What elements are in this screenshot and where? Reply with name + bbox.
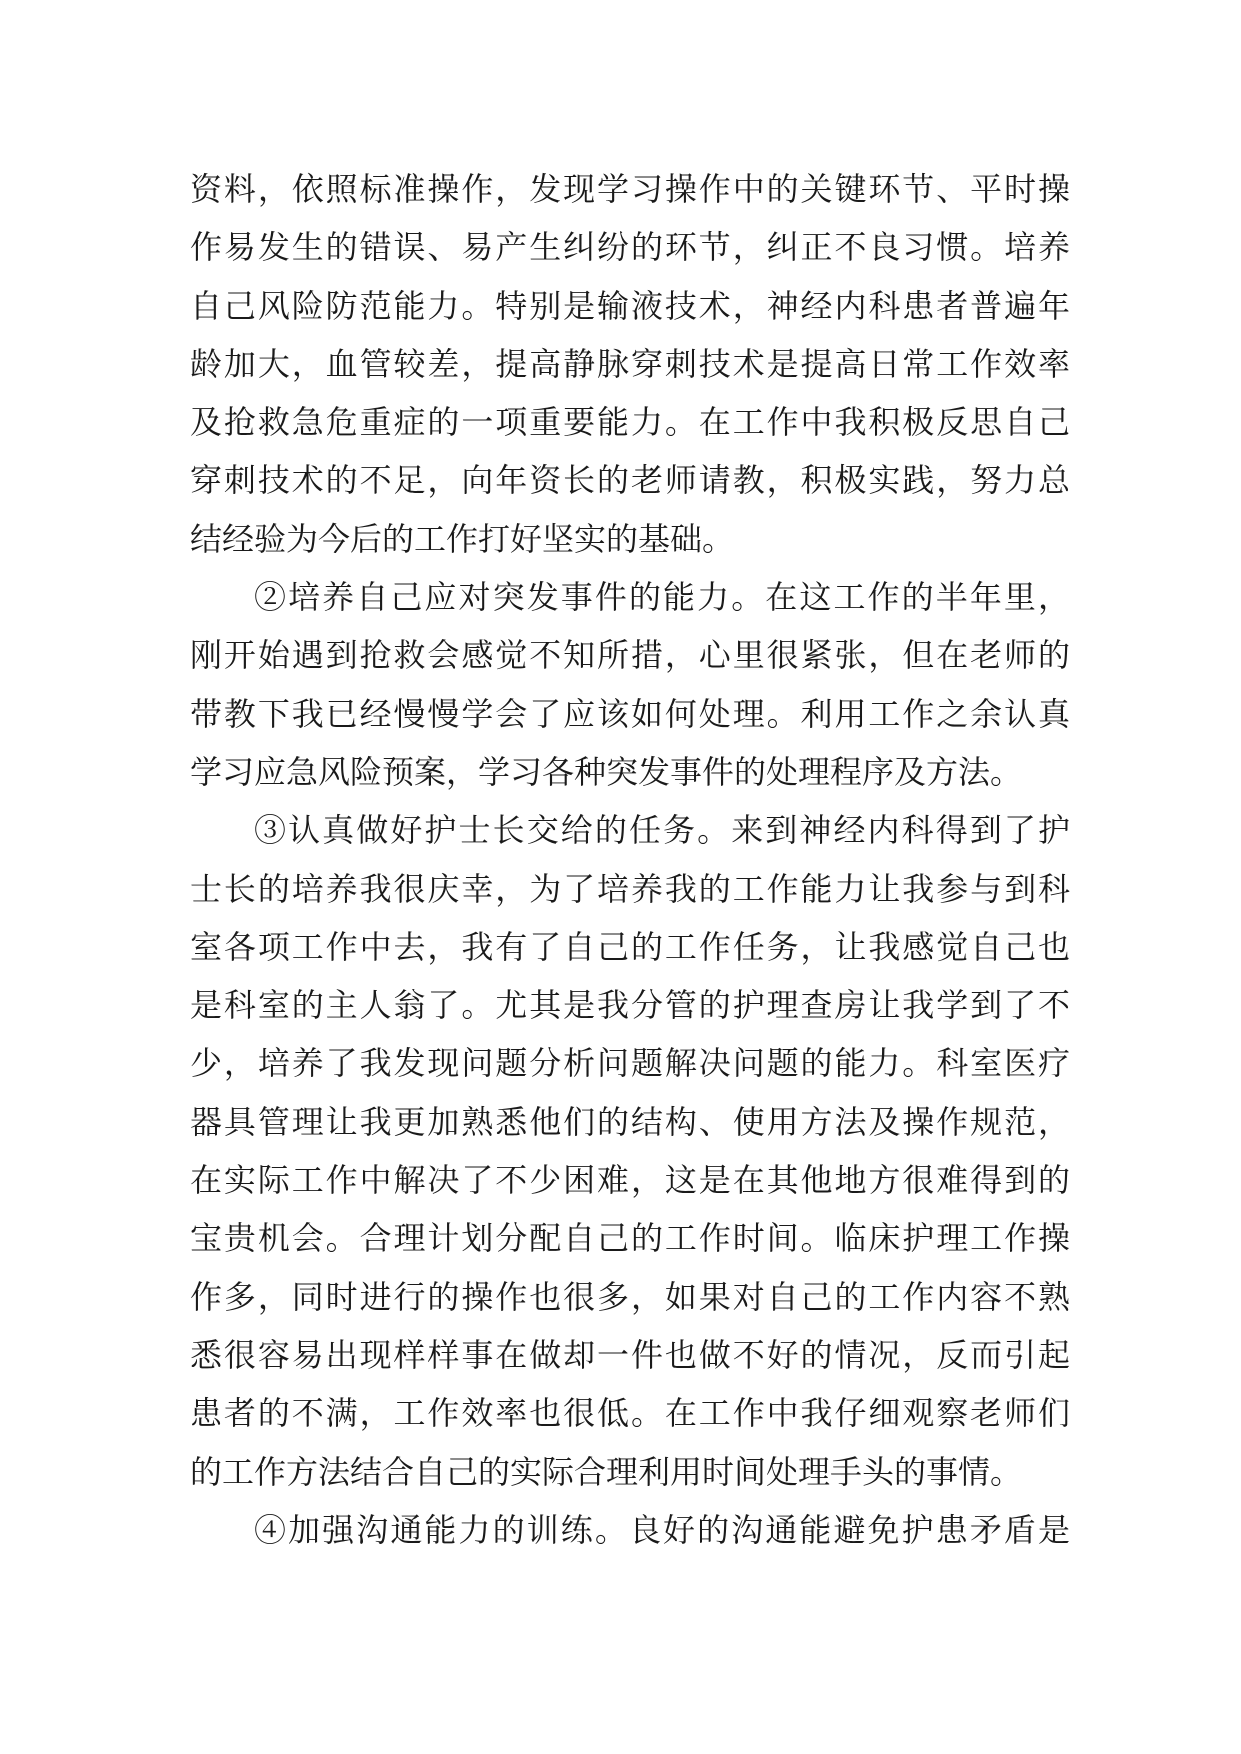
text-line: 器具管理让我更加熟悉他们的结构、使用方法及操作规范， — [190, 1102, 1070, 1141]
text-line: 作易发生的错误、易产生纠纷的环节，纠正不良习惯。培养 — [190, 228, 1070, 267]
text-line: 是科室的主人翁了。尤其是我分管的护理查房让我学到了不 — [190, 986, 1070, 1025]
text-line: 作多，同时进行的操作也很多，如果对自己的工作内容不熟 — [190, 1277, 1070, 1316]
text-line: 患者的不满，工作效率也很低。在工作中我仔细观察老师们 — [190, 1394, 1070, 1433]
text-line: 少，培养了我发现问题分析问题解决问题的能力。科室医疗 — [190, 1044, 1070, 1083]
text-line: ②培养自己应对突发事件的能力。在这工作的半年里， — [254, 578, 1070, 617]
text-line: 穿刺技术的不足，向年资长的老师请教，积极实践，努力总 — [190, 461, 1070, 500]
text-line: 室各项工作中去，我有了自己的工作任务，让我感觉自己也 — [190, 927, 1070, 966]
text-line: 带教下我已经慢慢学会了应该如何处理。利用工作之余认真 — [190, 694, 1070, 733]
text-line: 资料，依照标准操作，发现学习操作中的关键环节、平时操 — [190, 170, 1070, 208]
text-line: 龄加大，血管较差，提高静脉穿刺技术是提高日常工作效率 — [190, 344, 1070, 383]
text-line: 刚开始遇到抢救会感觉不知所措，心里很紧张，但在老师的 — [190, 636, 1070, 675]
text-line: 自己风险防范能力。特别是输液技术，神经内科患者普遍年 — [190, 286, 1070, 325]
text-line: 宝贵机会。合理计划分配自己的工作时间。临床护理工作操 — [190, 1219, 1070, 1258]
text-line: 士长的培养我很庆幸，为了培养我的工作能力让我参与到科 — [190, 869, 1070, 908]
text-line: ④加强沟通能力的训练。良好的沟通能避免护患矛盾是 — [254, 1510, 1070, 1549]
text-line: 结经验为今后的工作打好坚实的基础。 — [190, 519, 735, 558]
text-line: 学习应急风险预案，学习各种突发事件的处理程序及方法。 — [190, 752, 1023, 791]
text-line: 悉很容易出现样样事在做却一件也做不好的情况，反而引起 — [190, 1335, 1070, 1374]
text-line: 的工作方法结合自己的实际合理利用时间处理手头的事情。 — [190, 1452, 1023, 1491]
text-line: ③认真做好护士长交给的任务。来到神经内科得到了护 — [254, 811, 1070, 850]
body-text — [190, 160, 1070, 1559]
text-line: 及抢救急危重症的一项重要能力。在工作中我积极反思自己 — [190, 403, 1070, 442]
text-line: 在实际工作中解决了不少困难，这是在其他地方很难得到的 — [190, 1161, 1070, 1200]
